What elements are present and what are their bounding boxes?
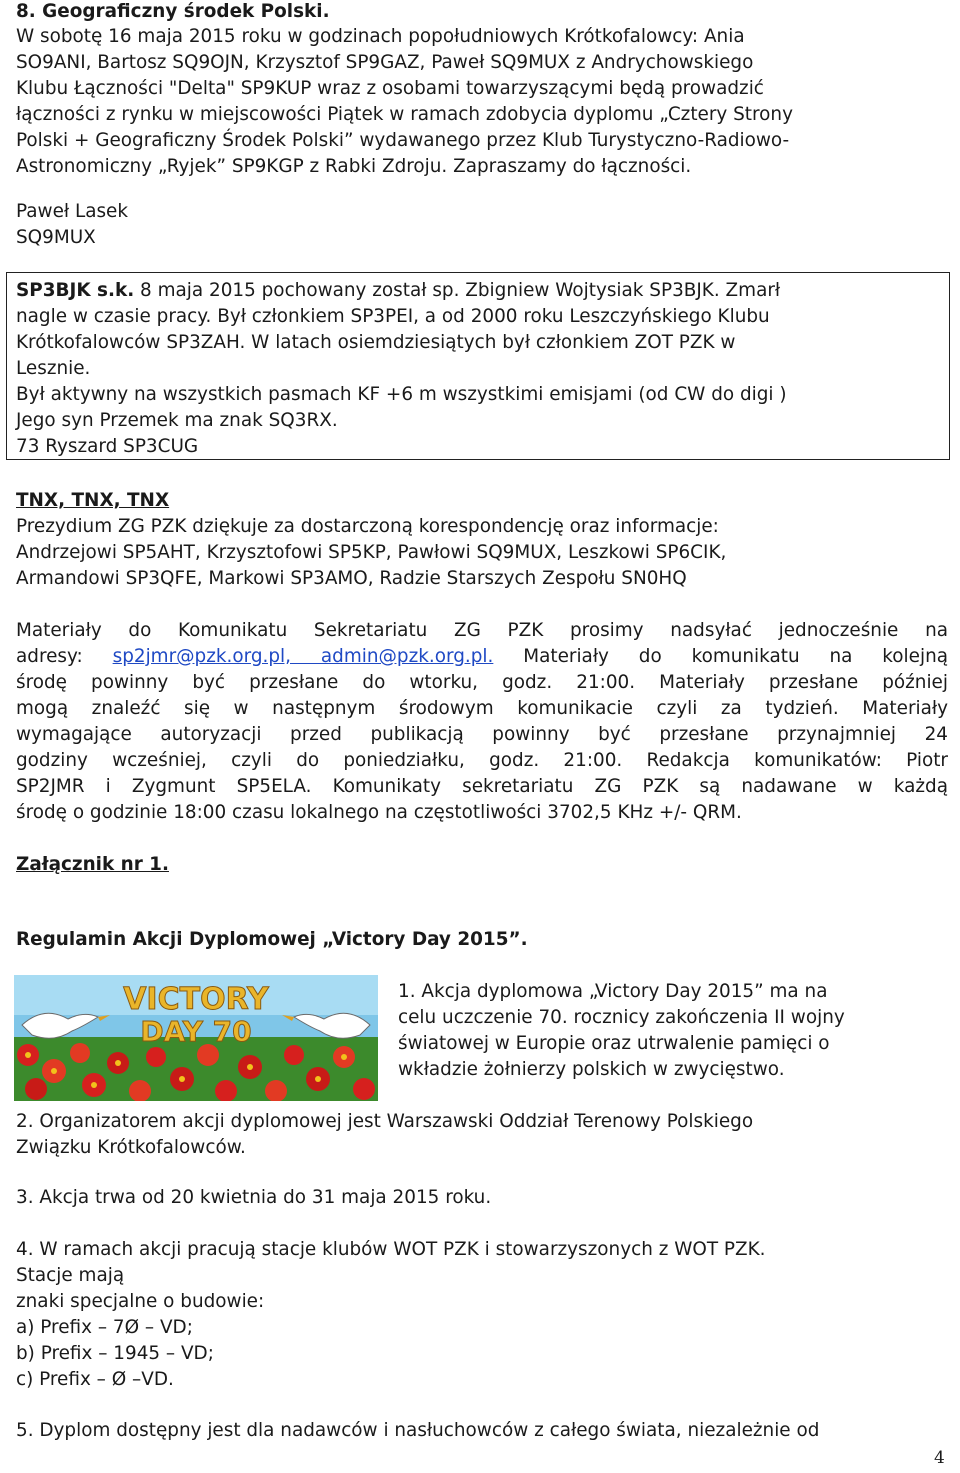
banner-subtitle: DAY 70 [140,1015,252,1048]
point1-line: wkładzie żołnierzy polskich w zwycięstwo. [398,1059,785,1080]
obituary-title: SP3BJK s.k. [16,280,135,301]
materials-line: SP2JMR i Zygmunt SP5ELA. Komunikaty sekretariatu ZG PZK są nadawane w każdą [16,776,948,797]
materials-line: mogą znaleźć się w następnym środowym komunikacie czyli za tydzień. Materiały [16,698,948,719]
email-link-sp2jmr[interactable]: sp2jmr@pzk.org.pl, [112,646,292,667]
page-number: 4 [934,1448,945,1468]
obituary-line: Jego syn Przemek ma znak SQ3RX. [16,410,338,431]
thanks-line: Andrzejowi SP5AHT, Krzysztofowi SP5KP, Pawłowi SQ9MUX, Leszkowi SP6CIK, [16,542,727,563]
point4-line: a) Prefix – 7Ø – VD; [16,1317,193,1338]
banner-graphic [14,975,378,1101]
materials-line: godziny wcześniej, czyli do poniedziałku, godz. 21:00. Redakcja komunikatów: Piotr [16,750,948,771]
author-name: Paweł Lasek [16,201,129,222]
point1-line: światowej w Europie oraz utrwalenie pamięci o [398,1033,830,1054]
regulation-title: Regulamin Akcji Dyplomowej „Victory Day 2015”. [16,929,528,950]
materials-line: Materiały do Komunikatu Sekretariatu ZG PZK prosimy nadsyłać jednocześnie na [16,620,948,641]
attachment-label: Załącznik nr 1. [16,854,169,875]
obituary-line: Lesznie. [16,358,91,379]
point1-line: 1. Akcja dyplomowa „Victory Day 2015” ma na [398,981,828,1002]
materials-line: środę powinny być przesłane do wtorku, godz. 21:00. Materiały przesłane później [16,672,948,693]
section8-line: łączności z rynku w miejscowości Piątek w ramach zdobycia dyplomu „Cztery Strony [16,104,793,125]
point5-line: 5. Dyplom dostępny jest dla nadawców i nasłuchowców z całego świata, niezależnie od [16,1420,820,1441]
obituary-signature: 73 Ryszard SP3CUG [16,436,199,457]
thanks-line: Armandowi SP3QFE, Markowi SP3AMO, Radzie Starszych Zespołu SN0HQ [16,568,687,589]
point4-line: Stacje mają [16,1265,125,1286]
author-callsign: SQ9MUX [16,227,96,248]
obituary-line: nagle w czasie pracy. Był członkiem SP3PEI, a od 2000 roku Leszczyńskiego Klubu [16,306,770,327]
point2-line: Związku Krótkofalowców. [16,1137,246,1158]
point4-line: c) Prefix – Ø –VD. [16,1369,174,1390]
section8-line: Astronomiczny „Ryjek” SP9KGP z Rabki Zdroju. Zapraszamy do łączności. [16,156,692,177]
obituary-text: 8 maja 2015 pochowany został sp. Zbigniew Wojtysiak SP3BJK. Zmarł [134,280,781,301]
section8-line: W sobotę 16 maja 2015 roku w godzinach popołudniowych Krótkofalowcy: Ania [16,26,745,47]
point4-line: b) Prefix – 1945 – VD; [16,1343,214,1364]
materials-line: wymagające autoryzacji przed publikacją powinny być przesłane przynajmniej 24 [16,724,948,745]
section8-line: Polski + Geograficzny Środek Polski” wydawanego przez Klub Turystyczno-Radiowo- [16,130,790,151]
obituary-line [16,282,780,300]
materials-line: środę o godzinie 18:00 czasu lokalnego na częstotliwości 3702,5 KHz +/- QRM. [16,802,742,823]
point4-line: 4. W ramach akcji pracują stacje klubów WOT PZK i stowarzyszonych z WOT PZK. [16,1239,766,1260]
materials-suffix: Materiały do komunikatu na kolejną [493,646,948,667]
materials-line [16,648,948,666]
point3-line: 3. Akcja trwa od 20 kwietnia do 31 maja 2015 roku. [16,1187,492,1208]
section-heading: 8. Geograficzny środek Polski. [16,1,330,22]
obituary-line: Krótkofalowców SP3ZAH. W latach osiemdziesiątych był członkiem ZOT PZK w [16,332,736,353]
point2-line: 2. Organizatorem akcji dyplomowej jest Warszawski Oddział Terenowy Polskiego [16,1111,754,1132]
materials-prefix: adresy: [16,646,113,667]
thanks-line: Prezydium ZG PZK dziękuje za dostarczoną korespondencję oraz informacje: [16,516,719,537]
obituary-line: Był aktywny na wszystkich pasmach KF +6 m wszystkimi emisjami (od CW do digi ) [16,384,787,405]
email-link-admin[interactable]: admin@pzk.org.pl. [291,646,494,667]
point4-line: znaki specjalne o budowie: [16,1291,265,1312]
banner-title: VICTORY [123,982,269,1017]
section8-line: Klubu Łączności "Delta" SP9KUP wraz z osobami towarzyszącymi będą prowadzić [16,78,764,99]
section8-line: SO9ANI, Bartosz SQ9OJN, Krzysztof SP9GAZ, Paweł SQ9MUX z Andrychowskiego [16,52,754,73]
thanks-heading: TNX, TNX, TNX [16,490,170,511]
point1-line: celu uczczenie 70. rocznicy zakończenia II wojny [398,1007,845,1028]
victory-day-banner [14,975,378,1101]
